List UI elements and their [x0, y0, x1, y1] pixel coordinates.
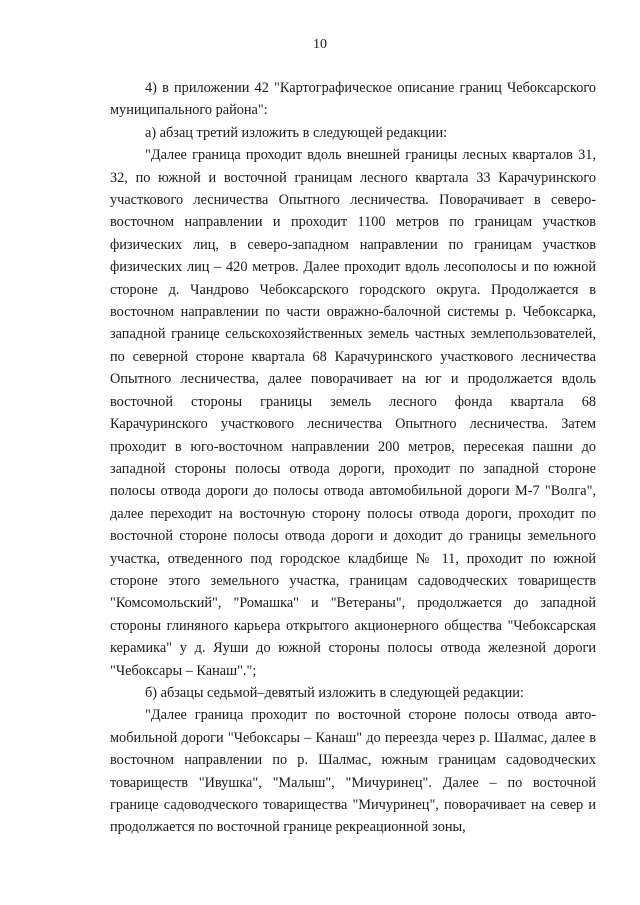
- paragraph-quote-boundary-1: "Далее граница проходит вдоль внешней границы лесных кварталов 31, 32, по южной и восточной границам лесного квартала 33 Карачуринского участкового лесничества Опытного лесничества. Поворачивает в северо-восточном направлении и проходит 1100 метров по границам участков физических лиц, в северо-западном направлении по границам участков физических лиц – 420 метров. Далее проходит вдоль лесополосы и по южной стороне д. Чандрово Чебоксарского городского округа. Продолжается в восточном направлении по части овражно-балочной системы р. Чебоксарка, западной границе сельскохозяйственных земель частных землепользователей, по северной стороне квартала 68 Карачуринского участкового лесничества Опытного лесничества, далее поворачивает на юг и продолжается вдоль восточной стороны границы земель лесного фонда квартала 68 Карачуринского участкового лесничества Опытного лесничества. Затем проходит в юго-восточном направлении 200 метров, пересекая пашни до западной стороны полосы отвода дороги, проходит по западной стороне полосы отвода дороги до полосы отвода автомобильной дороги М-7 "Волга", далее переходит на восточную сторону полосы отвода дороги, проходит по восточной стороне полосы отвода дороги и доходит до границы земельного участка, отведенного под городское кладбище № 11, проходит по южной стороне этого земельного участка, границам садоводческих товариществ "Комсомольский", "Ромашка" и "Ветераны", продолжается до западной стороны глиняного карьера открытого акционерного общества "Чебоксарская керамика" у д. Яуши до южной стороны полосы отвода железной дороги "Чебоксары – Канаш".";: [110, 147, 596, 679]
- page-number: 10: [313, 37, 327, 52]
- paragraph-quote-boundary-2: "Далее граница проходит по восточной стороне полосы отвода автомобильной дороги "Чебоксары – Канаш" до переезда через р. Шалмас, далее в восточном направлении по р. Шалмас, южным границам садоводческих товариществ "Ивушка", "Малыш", "Мичуринец". Далее – по восточной границе садоводческого товарищества "Мичуринец", поворачивает на север и продолжается по восточной границе рекреационной зоны,: [110, 707, 596, 836]
- paragraph-item-4-intro: 4) в приложении 42 "Картографическое описание границ Чебоксарского муниципального района":: [110, 80, 596, 119]
- paragraph-subitem-b: б) абзацы седьмой–девятый изложить в следующей редакции:: [145, 684, 524, 701]
- document-body: [110, 77, 596, 839]
- paragraph-subitem-a: а) абзац третий изложить в следующей редакции:: [145, 124, 448, 141]
